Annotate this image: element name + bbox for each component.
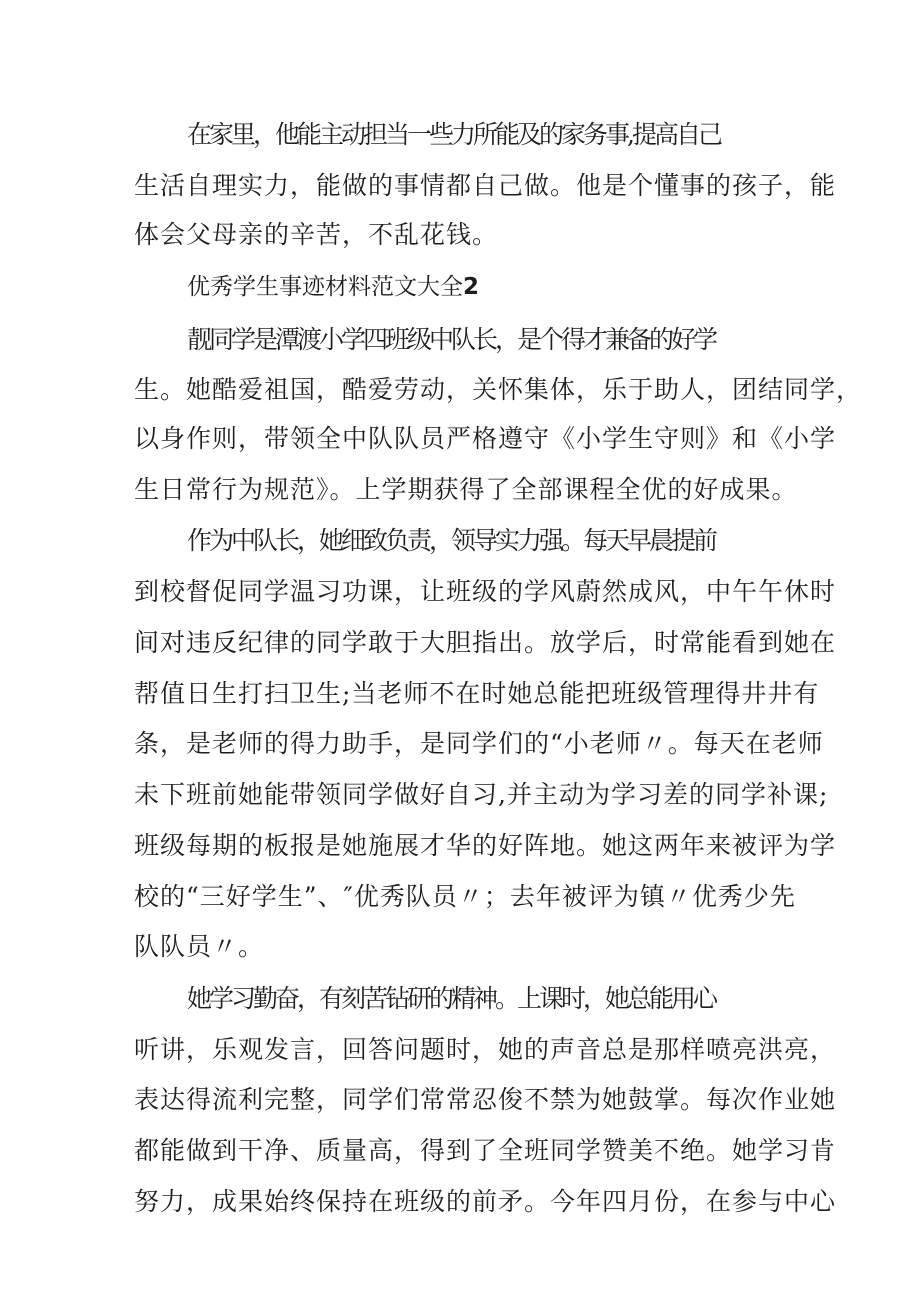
paragraph-line: 努力，成果始终保持在班级的前矛。今年四月份，在参与中心	[134, 1187, 837, 1216]
paragraph-line: 到校督促同学温习功课，让班级的学风蔚然成风，中午午休时	[134, 577, 837, 606]
paragraph-line: 都能做到干净、质量高，得到了全班同学赞美不绝。她学习肯	[134, 1136, 837, 1165]
paragraph-line: 在家里，他能主动担当一些力所能及的家务事,提高自己	[187, 120, 720, 149]
paragraph-line: 靓同学是潭渡小学四班级中队长，是个得才兼备的好学	[187, 325, 716, 354]
paragraph-line: 校的“三好学生”、″优秀队员〃；去年被评为镇〃优秀少先	[134, 882, 796, 911]
paragraph-line: 表达得流利完整，同学们常常忍俊不禁为她鼓掌。每次作业她	[134, 1085, 837, 1114]
paragraph-line: 条，是老师的得力助手，是同学们的“小老师〃。每天在老师	[134, 729, 824, 758]
paragraph-line: 生日常行为规范》。上学期获得了全部课程全优的好成果。	[134, 475, 798, 504]
section-heading-text: 优秀学生事迹材料范文大全	[187, 274, 463, 300]
paragraph-line: 班级每期的板报是她施展才华的好阵地。她这两年来被评为学	[134, 831, 837, 860]
section-heading	[187, 268, 479, 301]
paragraph-line: 生活自理实力，能做的事情都自己做。他是个懂事的孩子，能	[134, 171, 837, 200]
paragraph-line: 听讲，乐观发言，回答问题时，她的声音总是那样喷亮洪亮，	[134, 1035, 837, 1064]
paragraph-line: 间对违反纪律的同学敢于大胆指出。放学后，时常能看到她在	[134, 628, 837, 657]
paragraph-line: 以身作则，带领全中队队员严格遵守《小学生守则》和《小学	[134, 424, 837, 453]
paragraph-line: 队队员〃。	[134, 932, 265, 961]
paragraph-line: 生。她酷爱祖国，酷爱劳动，关怀集体，乐于助人，团结同学，	[134, 375, 863, 404]
paragraph-line: 她学习勤奋，有刻苦钻研的精神。上课时，她总能用心	[187, 984, 716, 1013]
section-heading-number: 2	[463, 274, 480, 300]
paragraph-line: 体会父母亲的辛苦，不乱花钱。	[134, 220, 499, 249]
paragraph-line: 未下班前她能带领同学做好自习,并主动为学习差的同学补课;	[134, 780, 829, 809]
paragraph-line: 帮值日生打扫卫生;当老师不在时她总能把班级管理得井井有	[134, 679, 820, 708]
paragraph-line: 作为中队长，她细致负责，领导实力强。每天早晨提前	[187, 526, 716, 555]
